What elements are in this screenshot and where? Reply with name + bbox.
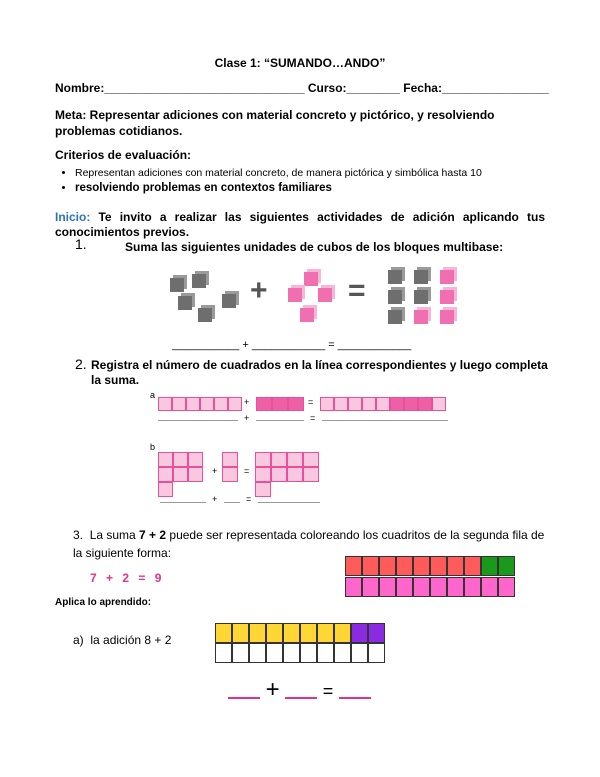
row-b-group1: [158, 452, 203, 497]
criterio-item: • Representan adiciones con material concreto, de manera pictórica y simbólica hasta 10: [75, 166, 482, 181]
pink-cube: [288, 288, 302, 302]
equals-sign: =: [308, 397, 314, 407]
q3-equation: 7 + 2 = 9: [90, 571, 162, 585]
student-info-line: Nombre:______________________________ Curso:________ Fecha:________________: [55, 81, 549, 95]
grid-row-2[interactable]: [215, 643, 385, 663]
final-answer-line: [228, 676, 371, 704]
q3-colored-grid: [345, 556, 515, 597]
inicio-label: Inicio:: [55, 210, 91, 224]
q1-number: 1.: [75, 236, 87, 252]
page-title: Clase 1: “SUMANDO…ANDO”: [214, 56, 386, 70]
grid-row-2: [345, 577, 515, 597]
q2-text: Registra el número de cuadrados en la línea correspondientes y luego completa la suma.: [91, 358, 548, 387]
row-a-group1: [158, 397, 242, 411]
equals-sign: =: [322, 681, 334, 701]
row-a-result: [320, 397, 446, 411]
multibase-cubes-illustration: [170, 268, 470, 328]
answer-blank[interactable]: [285, 685, 317, 699]
gray-cube: [388, 270, 402, 284]
pink-cube: [440, 270, 454, 284]
criterio-item: • resolviendo problemas en contextos familiares: [75, 181, 482, 196]
answer-line[interactable]: [158, 420, 238, 421]
gray-cube: [192, 274, 206, 288]
q3-text: 3. La suma 7 + 2 puede ser representada coloreando los cuadritos de la segunda fila de la siguiente forma:: [73, 528, 545, 560]
answer-blank[interactable]: [339, 685, 371, 699]
meta-label: Meta: [55, 108, 83, 122]
row-b-result: [255, 452, 319, 497]
row-b-group2: [222, 452, 238, 482]
aplica-grid: [215, 623, 385, 663]
gray-cube: [414, 270, 428, 284]
equals-sign: =: [246, 494, 252, 504]
answer-blank[interactable]: [228, 685, 260, 699]
gray-cube: [388, 310, 402, 324]
inicio-text: Te invito a realizar las siguientes actividades de adición aplicando tus conocimientos previos.: [55, 210, 545, 239]
equals-sign: =: [348, 274, 366, 307]
gray-cube: [198, 308, 212, 322]
plus-sign: +: [212, 466, 218, 476]
pink-cube: [440, 310, 454, 324]
grid-row-1: [345, 556, 515, 576]
answer-line[interactable]: [258, 502, 320, 503]
q1-text: Suma las siguientes unidades de cubos de los bloques multibase:: [125, 240, 504, 254]
plus-sign: +: [212, 494, 218, 504]
meta-section: [55, 107, 555, 139]
pink-cube: [300, 308, 314, 322]
aplica-item: a) la adición 8 + 2: [73, 633, 172, 647]
meta-text: : Representar adiciones con material concreto y pictórico, y resolviendo problemas cotidianos.: [55, 108, 495, 138]
plus-sign: +: [244, 397, 250, 407]
pink-cube: [440, 290, 454, 304]
plus-sign: +: [265, 676, 280, 703]
q2-label-b: b: [150, 442, 156, 452]
plus-sign: +: [244, 413, 250, 423]
answer-line[interactable]: [322, 420, 448, 421]
equals-sign: =: [310, 413, 316, 423]
plus-sign: +: [250, 274, 268, 307]
grid-row-1: [215, 623, 385, 643]
q1-answer-blanks: ___________ + ____________ = ____________: [172, 339, 412, 351]
gray-cube: [388, 290, 402, 304]
inicio-paragraph: [55, 210, 545, 240]
criterios-list: [55, 166, 482, 196]
aplica-heading: Aplica lo aprendido:: [55, 597, 152, 608]
pink-cube: [414, 310, 428, 324]
pink-cube: [304, 272, 318, 286]
gray-cube: [178, 296, 192, 310]
q2-number: 2.: [75, 356, 87, 372]
pink-cube: [318, 288, 332, 302]
answer-line[interactable]: [224, 502, 240, 503]
gray-cube: [414, 290, 428, 304]
q2-label-a: a: [150, 390, 156, 400]
gray-cube: [170, 278, 184, 292]
criterios-heading: Criterios de evaluación:: [55, 148, 192, 162]
gray-cube: [222, 294, 236, 308]
row-a-group2: [256, 397, 304, 411]
equals-sign: =: [244, 466, 250, 476]
answer-line[interactable]: [256, 420, 304, 421]
answer-line[interactable]: [160, 502, 206, 503]
